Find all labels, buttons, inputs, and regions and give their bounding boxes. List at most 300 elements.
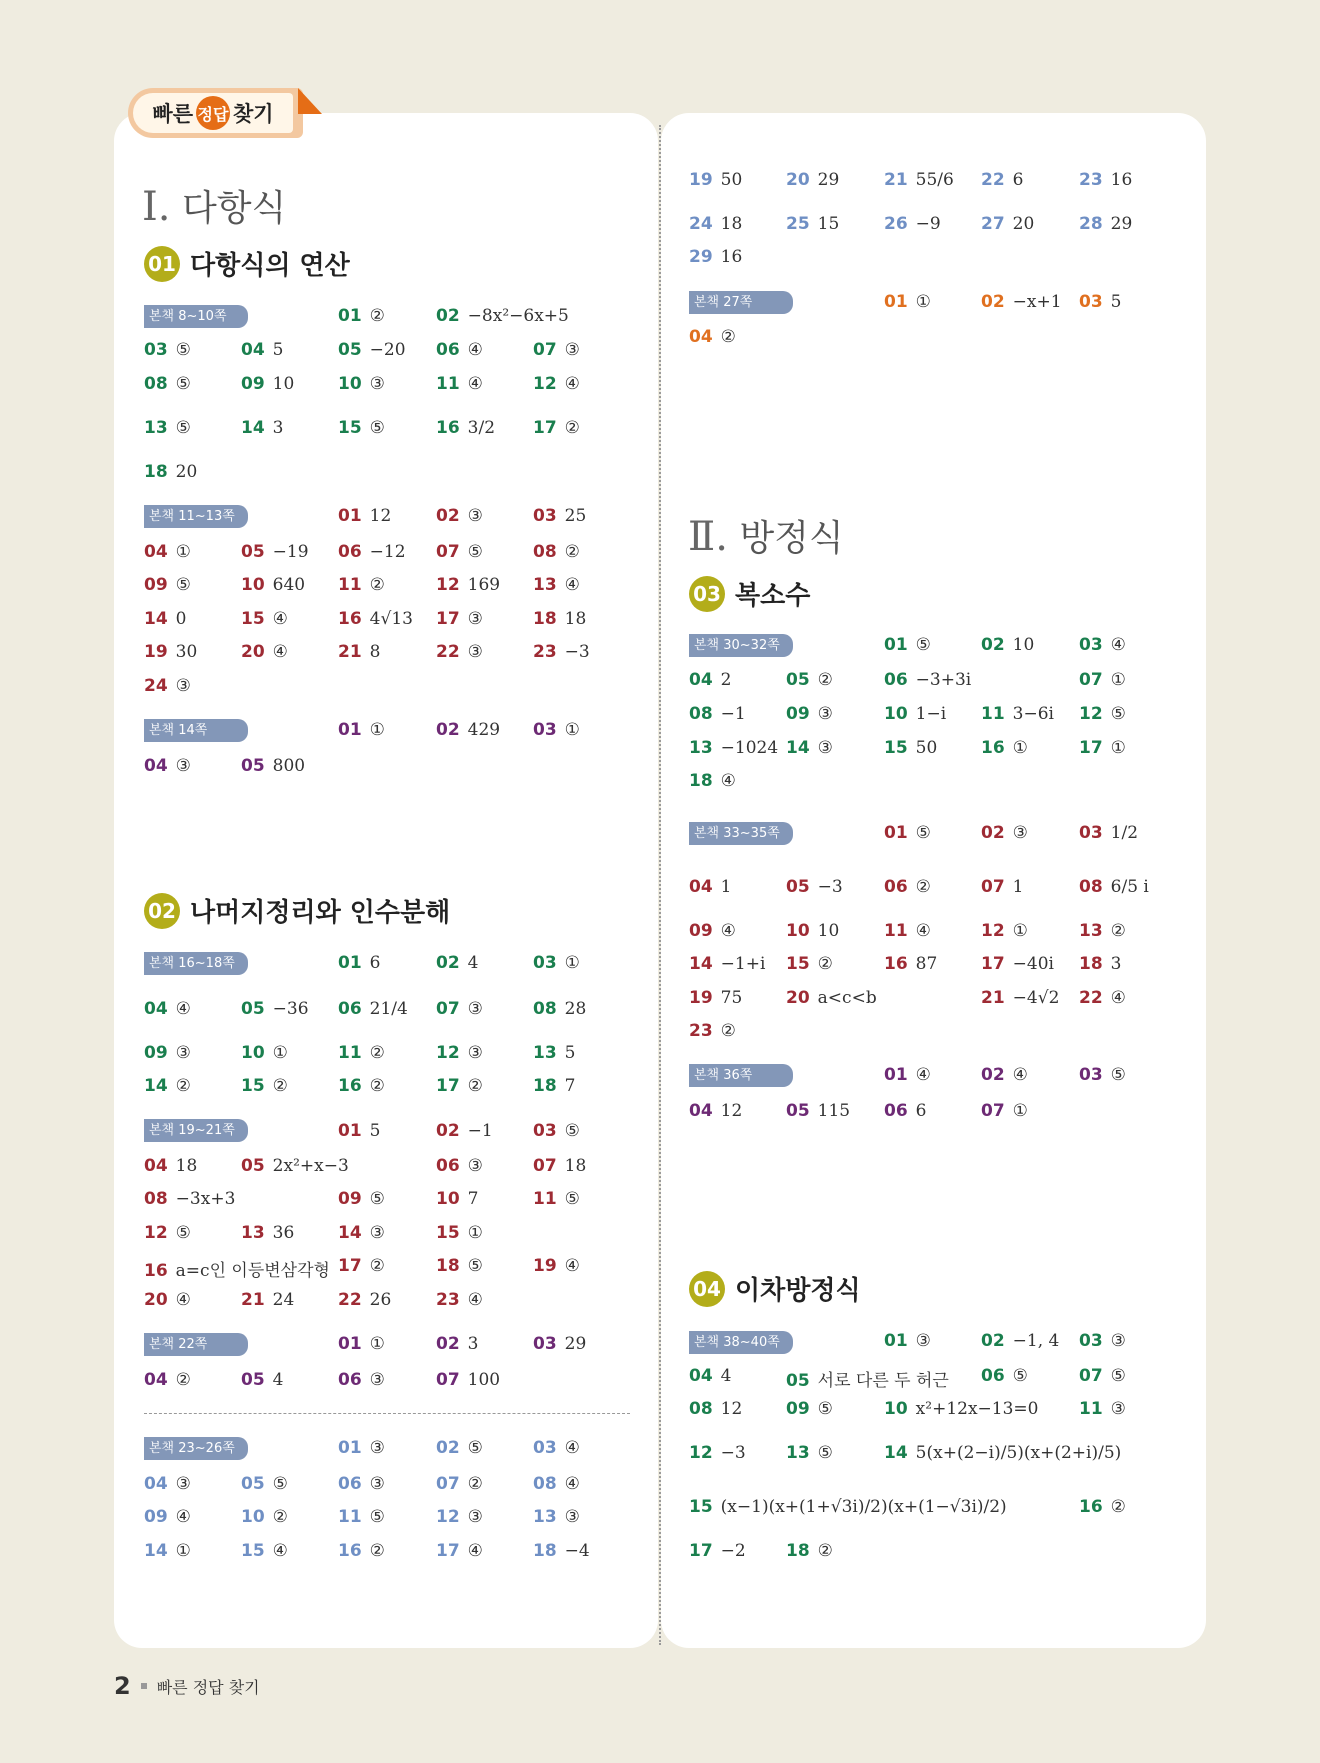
book-page-label: 본책 8~10쪽 (144, 305, 248, 328)
answer-number: 08 (1079, 877, 1103, 897)
answer-number: 04 (689, 1366, 713, 1386)
answer-value: ③ (915, 1331, 931, 1351)
page-footer (114, 1672, 260, 1700)
answer-value: ④ (467, 340, 483, 360)
answer-item (338, 1189, 385, 1209)
answer-item (786, 1366, 949, 1391)
answer-item (689, 1497, 1007, 1517)
answer-number: 23 (533, 642, 557, 662)
answer-number: 07 (533, 340, 557, 360)
answer-item (144, 676, 191, 696)
answer-value: 12 (369, 506, 392, 526)
answer-value: ③ (467, 642, 483, 662)
answer-number: 11 (338, 575, 362, 595)
answer-item (241, 1076, 288, 1096)
answer-item (884, 1331, 931, 1351)
answer-number: 21 (241, 1290, 265, 1310)
answer-number: 03 (533, 506, 557, 526)
answer-item (533, 953, 580, 973)
answer-number: 06 (884, 670, 908, 690)
answer-value: ① (1110, 738, 1126, 758)
answer-number: 02 (981, 823, 1005, 843)
tab-flag-icon (298, 88, 324, 116)
answer-value: ④ (175, 999, 191, 1019)
answer-number: 16 (884, 954, 908, 974)
answer-item (1079, 1366, 1126, 1386)
answer-value: −3 (564, 642, 590, 662)
answer-item (981, 921, 1028, 941)
answer-item (241, 1541, 288, 1561)
answer-value: 18 (720, 214, 743, 234)
answer-number: 12 (144, 1223, 168, 1243)
answer-number: 01 (884, 635, 908, 655)
answer-value: 87 (915, 954, 938, 974)
answer-item (884, 170, 954, 190)
answer-number: 09 (786, 704, 810, 724)
section-03-title: 03 복소수 (689, 575, 810, 612)
answer-item (884, 670, 971, 690)
answer-value: ① (467, 1223, 483, 1243)
answer-value: 429 (467, 720, 501, 740)
answer-value: ③ (817, 704, 833, 724)
book-page-label: 본책 36쪽 (689, 1064, 793, 1087)
answer-value: ② (564, 542, 580, 562)
answer-value: ⑤ (817, 1399, 833, 1419)
answer-number: 15 (786, 954, 810, 974)
answer-value: ③ (175, 1474, 191, 1494)
answer-number: 13 (533, 1507, 557, 1527)
answer-item (241, 1156, 349, 1176)
answer-item (1079, 1399, 1126, 1419)
answer-value: 18 (175, 1156, 198, 1176)
answer-item (338, 306, 385, 326)
chapter-2-title: Ⅱ. 방정식 (688, 514, 844, 560)
book-page-label: 본책 38~40쪽 (689, 1331, 793, 1354)
book-page-label: 본책 27쪽 (689, 291, 793, 314)
answer-value: ② (720, 327, 736, 347)
answer-number: 06 (884, 1101, 908, 1121)
answer-number: 03 (144, 340, 168, 360)
answer-item (338, 1438, 385, 1458)
answer-number: 17 (436, 1541, 460, 1561)
answer-value: −1024 (720, 738, 779, 758)
answer-value: 3−6i (1012, 704, 1054, 724)
answer-number: 01 (884, 823, 908, 843)
answer-number: 21 (884, 170, 908, 190)
answer-item (241, 1474, 288, 1494)
answer-value: −3 (720, 1443, 746, 1463)
answer-number: 16 (144, 1261, 168, 1281)
answer-value: 6 (915, 1101, 927, 1121)
answer-number: 11 (533, 1189, 557, 1209)
answer-value: −20 (369, 340, 406, 360)
answer-number: 18 (1079, 954, 1103, 974)
answer-number: 15 (689, 1497, 713, 1517)
answer-value: 10 (272, 374, 295, 394)
answer-item (981, 1331, 1059, 1351)
answer-item (981, 1065, 1028, 1085)
answer-number: 10 (338, 374, 362, 394)
answer-number: 04 (689, 327, 713, 347)
answer-item (1079, 988, 1126, 1008)
answer-value: ① (564, 720, 580, 740)
answer-item (436, 340, 483, 360)
answer-item (884, 823, 931, 843)
answer-value: 0 (175, 609, 187, 629)
answer-number: 21 (981, 988, 1005, 1008)
answer-item (533, 374, 580, 394)
answer-item (338, 1121, 381, 1141)
answer-value: ⑤ (1110, 1065, 1126, 1085)
answer-value: 15 (817, 214, 840, 234)
answer-value: ④ (467, 1290, 483, 1310)
answer-number: 04 (689, 877, 713, 897)
answer-value: 12 (720, 1101, 743, 1121)
answer-number: 02 (436, 953, 460, 973)
answer-value: ③ (369, 1223, 385, 1243)
answer-number: 11 (338, 1507, 362, 1527)
answer-number: 06 (436, 340, 460, 360)
answer-value: ④ (1012, 1065, 1028, 1085)
answer-value: ① (272, 1043, 288, 1063)
answer-number: 15 (241, 1076, 265, 1096)
answer-item (533, 1043, 576, 1063)
answer-value: ③ (467, 609, 483, 629)
answer-number: 18 (533, 1076, 557, 1096)
answer-value: ④ (272, 609, 288, 629)
answer-item (1079, 1497, 1126, 1517)
answer-number: 04 (144, 1370, 168, 1390)
answer-number: 06 (981, 1366, 1005, 1386)
answer-value: 4 (720, 1366, 732, 1386)
answer-number: 19 (533, 1256, 557, 1276)
answer-value: −4 (564, 1541, 590, 1561)
answer-value: ③ (369, 1474, 385, 1494)
answer-item (981, 1101, 1028, 1121)
answer-number: 07 (436, 542, 460, 562)
answer-number: 05 (241, 1370, 265, 1390)
book-page-label: 본책 30~32쪽 (689, 634, 793, 657)
answer-item (436, 374, 483, 394)
answer-item (884, 1399, 1038, 1419)
answer-item (786, 170, 839, 190)
answer-value: 2 (720, 670, 732, 690)
answer-item (144, 1223, 191, 1243)
answer-number: 17 (689, 1541, 713, 1561)
answer-item (981, 738, 1028, 758)
answer-item (436, 1256, 483, 1276)
answer-value: −19 (272, 542, 309, 562)
answer-value: −4√2 (1012, 988, 1060, 1008)
book-page-label: 본책 14쪽 (144, 719, 248, 742)
answer-item (241, 374, 294, 394)
answer-value: 4√13 (369, 609, 413, 629)
answer-number: 21 (338, 642, 362, 662)
answer-item (1079, 823, 1138, 843)
answer-number: 06 (338, 999, 362, 1019)
answer-item (241, 642, 288, 662)
answer-number: 08 (689, 704, 713, 724)
answer-number: 10 (884, 704, 908, 724)
answer-value: 5(x+(2−i)/5)(x+(2+i)/5) (915, 1443, 1122, 1463)
answer-number: 14 (786, 738, 810, 758)
answer-item (338, 1541, 385, 1561)
answer-number: 05 (241, 1156, 265, 1176)
answer-item (689, 988, 742, 1008)
answer-item (533, 1334, 586, 1354)
section-01-title: 01 다항식의 연산 (144, 245, 350, 282)
answer-value: 29 (564, 1334, 587, 1354)
answer-item (436, 306, 569, 326)
answer-item (436, 575, 500, 595)
answer-number: 11 (338, 1043, 362, 1063)
answer-item (533, 1256, 580, 1276)
answer-value: 8 (369, 642, 381, 662)
answer-item (338, 1256, 385, 1276)
answer-number: 04 (144, 1156, 168, 1176)
answer-number: 04 (689, 670, 713, 690)
answer-value: ③ (467, 1507, 483, 1527)
answer-item (533, 1438, 580, 1458)
answer-item (241, 756, 305, 776)
answer-item (689, 771, 736, 791)
answer-number: 24 (689, 214, 713, 234)
answer-item (338, 1334, 385, 1354)
answer-value: ⑤ (467, 1438, 483, 1458)
answer-value: ④ (564, 1474, 580, 1494)
answer-number: 17 (533, 418, 557, 438)
answer-number: 11 (436, 374, 460, 394)
answer-number: 05 (241, 999, 265, 1019)
answer-item (884, 1443, 1121, 1463)
answer-value: ⑤ (272, 1474, 288, 1494)
answer-value: ⑤ (817, 1443, 833, 1463)
answer-value: ① (915, 292, 931, 312)
answer-number: 06 (338, 1474, 362, 1494)
answer-value: 1 (720, 877, 732, 897)
answer-value: ② (817, 954, 833, 974)
answer-item (1079, 738, 1126, 758)
answer-value: ⑤ (175, 418, 191, 438)
answer-value: ③ (564, 340, 580, 360)
answer-item (241, 418, 284, 438)
answer-item (884, 921, 931, 941)
answer-number: 01 (884, 1331, 908, 1351)
answer-value: 12 (720, 1399, 743, 1419)
answer-value: ③ (467, 999, 483, 1019)
answer-number: 04 (144, 999, 168, 1019)
answer-number: 07 (1079, 1366, 1103, 1386)
answer-number: 10 (884, 1399, 908, 1419)
answer-value: ② (817, 1541, 833, 1561)
answer-value: 2x²+x−3 (272, 1156, 349, 1176)
answer-value: ④ (175, 1290, 191, 1310)
answer-number: 16 (1079, 1497, 1103, 1517)
answer-item (338, 642, 381, 662)
answer-number: 01 (338, 1334, 362, 1354)
answer-item (786, 1399, 833, 1419)
answer-value: ⑤ (175, 1223, 191, 1243)
answer-value: 18 (564, 1156, 587, 1176)
answer-item (689, 670, 732, 690)
answer-value: ④ (1110, 988, 1126, 1008)
answer-item (689, 1443, 746, 1463)
answer-value: ② (564, 418, 580, 438)
answer-value: ⑤ (175, 575, 191, 595)
answer-item (884, 704, 946, 724)
answer-item (981, 877, 1024, 897)
answer-value: ③ (467, 1156, 483, 1176)
page-number: 2 (114, 1672, 131, 1700)
answer-item (338, 999, 408, 1019)
answer-value: 3 (1110, 954, 1122, 974)
answer-value: ② (369, 1043, 385, 1063)
answer-value: ③ (467, 1043, 483, 1063)
answer-number: 03 (1079, 823, 1103, 843)
answer-value: ② (915, 877, 931, 897)
answer-item (241, 1507, 288, 1527)
answer-value: ③ (175, 1043, 191, 1063)
answer-item (338, 340, 406, 360)
answer-item (884, 877, 931, 897)
answer-item (338, 575, 385, 595)
answer-number: 15 (338, 418, 362, 438)
answer-item (533, 642, 590, 662)
answer-number: 18 (786, 1541, 810, 1561)
answer-value: ② (272, 1507, 288, 1527)
answer-value: 26 (369, 1290, 392, 1310)
answer-value: ① (175, 1541, 191, 1561)
answer-number: 14 (338, 1223, 362, 1243)
answer-value: ① (1110, 670, 1126, 690)
answer-number: 17 (436, 609, 460, 629)
answer-number: 12 (436, 1043, 460, 1063)
answer-value: ⑤ (1110, 1366, 1126, 1386)
answer-number: 09 (144, 1507, 168, 1527)
answer-number: 11 (981, 704, 1005, 724)
answer-value: 16 (720, 247, 743, 267)
answer-value: ⑤ (467, 542, 483, 562)
answer-value: −9 (915, 214, 941, 234)
answer-item (689, 1101, 742, 1121)
answer-number: 17 (338, 1256, 362, 1276)
answer-value: 6 (369, 953, 381, 973)
answer-number: 26 (884, 214, 908, 234)
answer-value: (x−1)(x+(1+√3i)/2)(x+(1−√3i)/2) (720, 1497, 1007, 1517)
answer-item (144, 1043, 191, 1063)
answer-value: ④ (915, 921, 931, 941)
answer-number: 14 (241, 418, 265, 438)
answer-value: ② (720, 1021, 736, 1041)
answer-value: ② (467, 1474, 483, 1494)
answer-item (1079, 635, 1126, 655)
answer-number: 13 (533, 575, 557, 595)
answer-value: −3 (817, 877, 843, 897)
answer-number: 28 (1079, 214, 1103, 234)
answer-value: ③ (1012, 823, 1028, 843)
answer-number: 08 (689, 1399, 713, 1419)
answer-number: 29 (689, 247, 713, 267)
answer-item (533, 720, 580, 740)
answer-number: 09 (144, 1043, 168, 1063)
answer-number: 04 (689, 1101, 713, 1121)
answer-number: 03 (1079, 1331, 1103, 1351)
answer-number: 22 (981, 170, 1005, 190)
answer-number: 09 (338, 1189, 362, 1209)
answer-item (241, 609, 288, 629)
answer-value: 30 (175, 642, 198, 662)
answer-number: 04 (144, 756, 168, 776)
answer-number: 10 (436, 1189, 460, 1209)
answer-value: 3/2 (467, 418, 496, 438)
answer-item (144, 1189, 235, 1209)
answer-number: 12 (533, 374, 557, 394)
answer-number: 14 (144, 1541, 168, 1561)
answer-item (786, 1101, 850, 1121)
answer-item (436, 1541, 483, 1561)
answer-value: 10 (1012, 635, 1035, 655)
answer-value: −1 (720, 704, 746, 724)
answer-number: 18 (144, 462, 168, 482)
answer-value: 20 (1012, 214, 1035, 234)
answer-number: 08 (533, 542, 557, 562)
answer-item (1079, 1065, 1126, 1085)
answer-value: −36 (272, 999, 309, 1019)
answer-value: ① (1012, 738, 1028, 758)
answer-value: 36 (272, 1223, 295, 1243)
answer-value: 20 (175, 462, 198, 482)
answer-item (144, 1156, 197, 1176)
answer-number: 10 (786, 921, 810, 941)
answer-number: 16 (981, 738, 1005, 758)
answer-number: 01 (338, 1121, 362, 1141)
answer-item (981, 1366, 1028, 1386)
answer-number: 14 (144, 609, 168, 629)
answer-item (436, 1370, 500, 1390)
answer-value: ⑤ (369, 418, 385, 438)
answer-value: ④ (720, 921, 736, 941)
answer-item (981, 704, 1054, 724)
answer-value: ④ (467, 1541, 483, 1561)
answer-item (436, 1290, 483, 1310)
answer-number: 13 (533, 1043, 557, 1063)
answer-number: 17 (436, 1076, 460, 1096)
answer-value: 100 (467, 1370, 501, 1390)
answer-number: 02 (436, 506, 460, 526)
answer-number: 12 (689, 1443, 713, 1463)
answer-item (241, 542, 309, 562)
answer-number: 17 (1079, 738, 1103, 758)
answer-item (689, 704, 746, 724)
answer-number: 11 (884, 921, 908, 941)
answer-number: 23 (689, 1021, 713, 1041)
answer-item (533, 418, 580, 438)
answer-value: 서로 다른 두 허근 (817, 1371, 949, 1391)
answer-item (1079, 1331, 1126, 1351)
answer-item (689, 921, 736, 941)
answer-value: −8x²−6x+5 (467, 306, 569, 326)
answer-value: 18 (564, 609, 587, 629)
answer-number: 22 (436, 642, 460, 662)
answer-item (144, 542, 191, 562)
answer-value: ⑤ (915, 635, 931, 655)
answer-number: 18 (533, 609, 557, 629)
answer-value: 55/6 (915, 170, 954, 190)
answer-number: 13 (1079, 921, 1103, 941)
answer-value: ⑤ (1012, 1366, 1028, 1386)
answer-item (533, 1121, 580, 1141)
answer-number: 16 (338, 1541, 362, 1561)
